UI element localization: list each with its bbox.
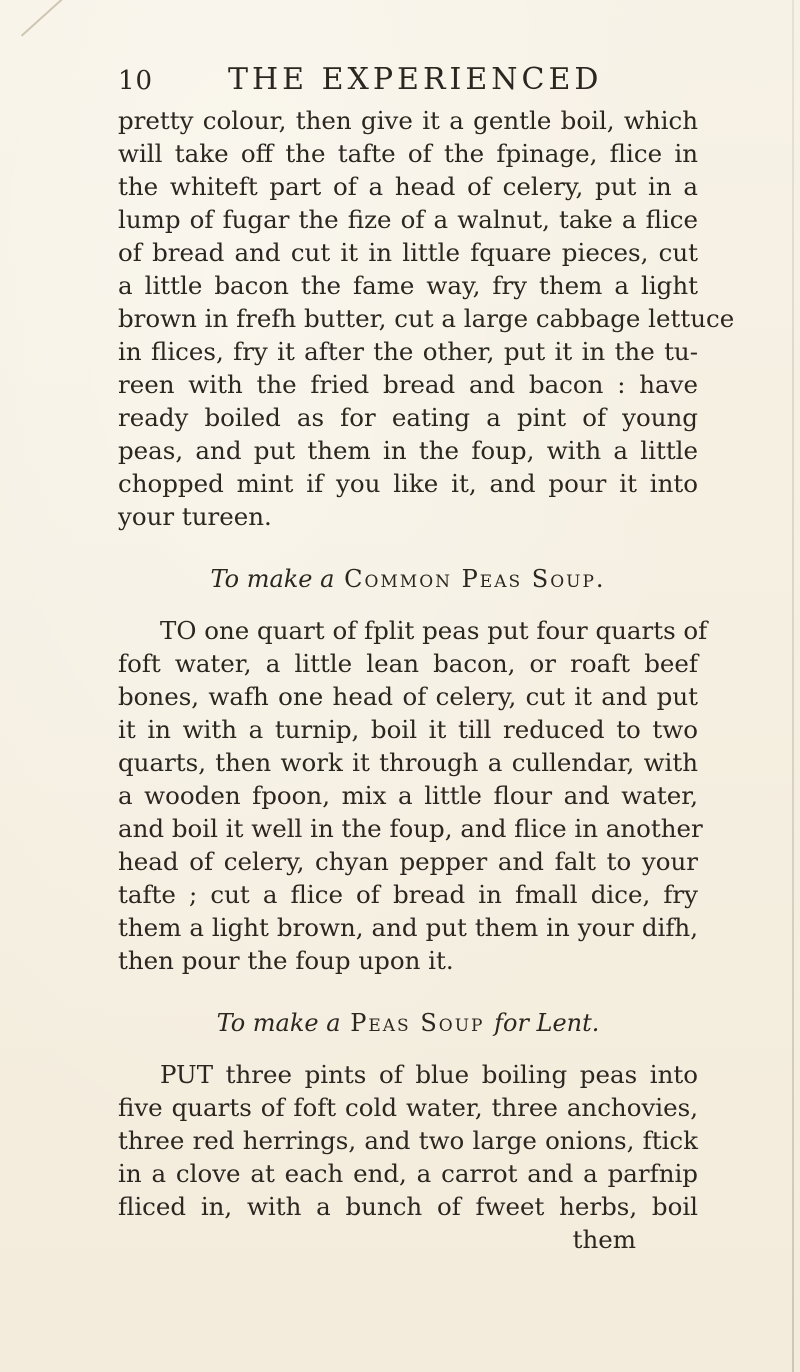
text-line: PUT three pints of blue boiling peas into bbox=[160, 1060, 698, 1089]
text-line: them a light brown, and put them in your difh, bbox=[118, 913, 698, 942]
text-line: of bread and cut it in little fquare pieces, cut bbox=[118, 238, 698, 267]
heading-title: Peas Soup bbox=[350, 1009, 485, 1037]
text-line: brown in frefh butter, cut a large cabbage lettuce bbox=[118, 304, 735, 333]
text-line: chopped mint if you like it, and pour it into bbox=[118, 469, 698, 498]
text-line: your tureen. bbox=[118, 502, 272, 531]
heading-tail: for Lent. bbox=[494, 1009, 600, 1037]
text-line: in a clove at each end, a carrot and a parfnip bbox=[118, 1159, 698, 1188]
text-line: tafte ; cut a flice of bread in fmall dice, fry bbox=[118, 880, 698, 909]
text-line: head of celery, chyan pepper and falt to your bbox=[118, 847, 698, 876]
recipe-heading-peas-soup-for-lent bbox=[118, 1007, 698, 1040]
heading-lead: To make a bbox=[210, 565, 335, 593]
text-line: the whiteft part of a head of celery, put in a bbox=[118, 172, 698, 201]
text-line: and boil it well in the foup, and flice in another bbox=[118, 814, 703, 843]
text-line: fliced in, with a bunch of fweet herbs, boil bbox=[118, 1192, 698, 1221]
text-line: bones, wafh one head of celery, cut it and put bbox=[118, 682, 698, 711]
page-fold-mark bbox=[21, 0, 67, 37]
recipe-heading-common-peas-soup bbox=[118, 563, 698, 596]
text-line: TO one quart of fplit peas put four quarts of bbox=[160, 616, 708, 645]
recipe-peas-soup-for-lent bbox=[118, 1058, 698, 1256]
text-line: a wooden fpoon, mix a little flour and water, bbox=[118, 781, 698, 810]
text-line: lump of fugar the fize of a walnut, take a flice bbox=[118, 205, 698, 234]
heading-lead: To make a bbox=[216, 1009, 341, 1037]
text-line: foft water, a little lean bacon, or roaft beef bbox=[118, 649, 698, 678]
page-body bbox=[118, 104, 735, 1256]
paragraph-continuation bbox=[118, 104, 735, 533]
text-line: five quarts of foft cold water, three anchovies, bbox=[118, 1093, 698, 1122]
heading-title: Common Peas Soup. bbox=[344, 565, 606, 593]
text-line: in flices, fry it after the other, put it in the tu- bbox=[118, 337, 698, 366]
text-line: will take off the tafte of the fpinage, flice in bbox=[118, 139, 698, 168]
catchword: them bbox=[572, 1225, 636, 1254]
running-title: THE EXPERIENCED bbox=[228, 62, 603, 97]
page-edge-shadow bbox=[792, 0, 794, 1372]
page-number: 10 bbox=[118, 66, 154, 96]
text-line: ready boiled as for eating a pint of young bbox=[118, 403, 698, 432]
text-line: then pour the foup upon it. bbox=[118, 946, 454, 975]
page-header bbox=[118, 62, 678, 102]
recipe-common-peas-soup bbox=[118, 614, 708, 977]
text-line: it in with a turnip, boil it till reduced to two bbox=[118, 715, 698, 744]
text-line: a little bacon the fame way, fry them a light bbox=[118, 271, 698, 300]
text-line: pretty colour, then give it a gentle boil, which bbox=[118, 106, 698, 135]
text-line: reen with the fried bread and bacon : have bbox=[118, 370, 698, 399]
text-line: quarts, then work it through a cullendar, with bbox=[118, 748, 698, 777]
text-line: peas, and put them in the foup, with a little bbox=[118, 436, 698, 465]
text-line: three red herrings, and two large onions, ftick bbox=[118, 1126, 698, 1155]
